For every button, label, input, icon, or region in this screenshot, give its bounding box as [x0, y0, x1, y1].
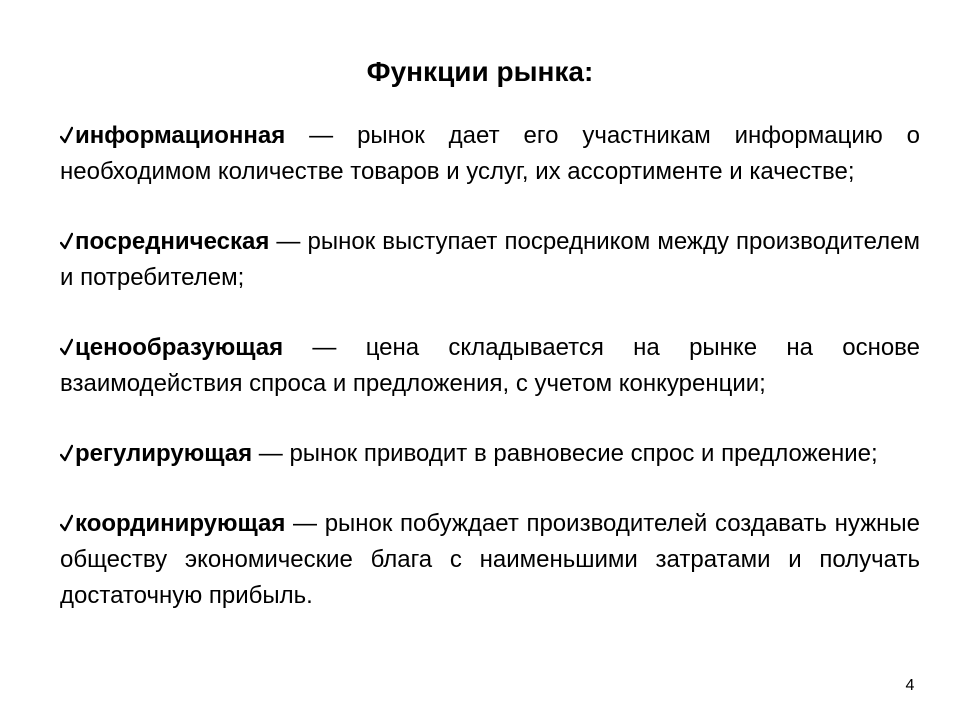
item-term: координирующая — [75, 510, 286, 537]
item-term: информационная — [75, 122, 286, 149]
item-term: ценообразующая — [75, 334, 284, 361]
slide-title: Функции рынка: — [366, 56, 594, 87]
checkmark-icon — [60, 444, 73, 462]
item-description: — рынок приводит в равновесие спрос и предложение; — [252, 440, 878, 467]
item-term: регулирующая — [75, 440, 253, 467]
list-item-informational — [60, 118, 920, 190]
page-number: 4 — [905, 677, 915, 694]
market-functions-list — [60, 118, 920, 614]
item-description: — рынок побуждает производителей создавать нужные обществу экономические блага с наименьшими затратами и получать достаточную прибыль. — [60, 510, 920, 609]
item-description: — цена складывается на рынке на основе взаимодействия спроса и предложения, с учетом конкуренции; — [60, 334, 920, 397]
list-item-coordinating — [60, 506, 920, 614]
list-item-pricing — [60, 330, 920, 402]
item-description: — рынок выступает посредником между производителем и потребителем; — [60, 228, 920, 291]
list-item-intermediary — [60, 224, 920, 296]
list-item-regulating — [60, 436, 920, 472]
item-term: посредническая — [75, 228, 270, 255]
item-description: — рынок дает его участникам информацию о необходимом количестве товаров и услуг, их ассортименте и качестве; — [60, 122, 920, 185]
checkmark-icon — [60, 514, 73, 532]
checkmark-icon — [60, 338, 73, 356]
checkmark-icon — [60, 232, 73, 250]
checkmark-icon — [60, 126, 73, 144]
